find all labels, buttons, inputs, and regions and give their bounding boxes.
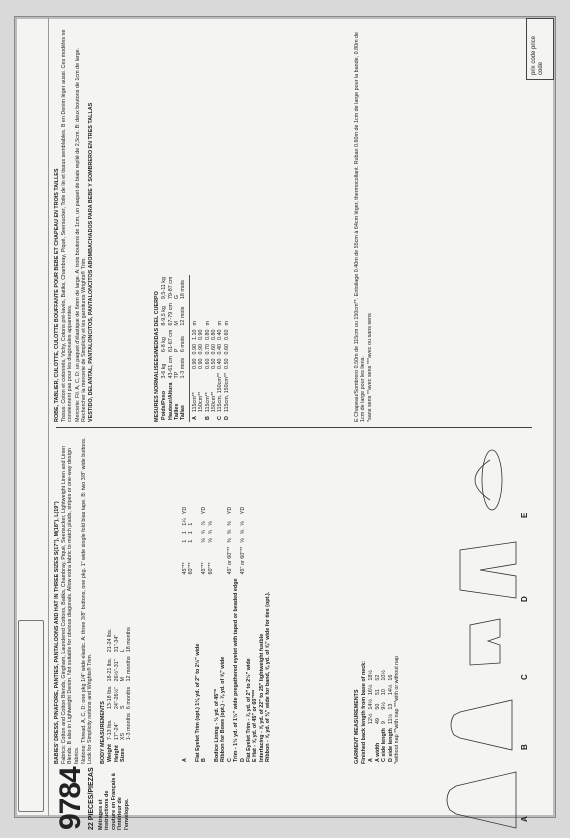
cell: 21-24 lbs. — [107, 628, 114, 653]
cell: 0.90 — [198, 329, 205, 340]
row-label: Weight — [107, 744, 114, 762]
cell — [208, 505, 214, 517]
hat-crown-drawing — [475, 460, 490, 500]
cell: 0.90 — [198, 343, 205, 355]
cell: 0.60 — [223, 343, 230, 355]
cell: ⅝ — [201, 538, 208, 543]
fabrics-en: Fabrics: Cotton and Cotton Blends, Gingham, Laundered Cottons, Batiks, Chambray, Piqué, Seersucker, Lightweight Linen and Linen Blends. B also in Lightweight Denim. Not suitable for obvious diagonals. Allow extra fabric to match plaids, stripes or one-way design fabrics. — [61, 445, 80, 764]
cell: 26½"-31" — [113, 659, 120, 682]
row-label: Ribbon - ⅝ yd. of ⅜" wide for band, ⅝ yd. of ⅝" wide for ties (opt.). — [265, 591, 272, 762]
row-label: Tailles — [174, 403, 181, 420]
yardage-row — [265, 505, 271, 764]
row-label: Hauteur/Altura — [167, 382, 174, 420]
french-instructions-note: Métrages et instructions de couture en Français à l'intérieur de l'enveloppe. — [98, 773, 130, 830]
tissus-fr: Tissus: Coton et cotonnés, Vichy, Cotons pré-lavés, Batiks, Chambray, Piqué, Seersucker, Toile de lin et tissus semblables. B en Denim léger aussi. Ces modèles ne conviennent pas pour les diagonales apparentes. — [61, 29, 74, 422]
notions-en: Notions: Thread. A, C, D: one pkg 1/4" wide elastic. A: three 3/8" buttons, one pkg. 1" wide single fold bias tape. B: two 3/8" wide buttons. Look for Simplicity notions and Wrights® Trim. — [80, 437, 94, 764]
cell: 0.40 — [217, 329, 224, 340]
pantaloons-drawing — [460, 542, 516, 598]
cell: 150cm** — [198, 391, 205, 413]
cell: 115cm** — [191, 392, 198, 413]
cell: 31"-34" — [113, 634, 120, 653]
cell: 1.10 — [191, 329, 198, 340]
cell: 13 — [387, 703, 394, 710]
cell: 17"-24" — [113, 722, 120, 741]
cell: 0.50 — [211, 358, 218, 369]
cell: m — [204, 320, 211, 326]
title-en: BABIES' DRESS, PINAFORE, PANTIES, PANTALOONS AND HAT IN THREE SIZES S(17"), M(18"), L(19") — [54, 501, 60, 764]
row-label: Tallas — [180, 405, 187, 420]
cell: 0.50 — [223, 358, 230, 369]
cell: 1 — [188, 539, 195, 543]
row-label: Interfacing - ⅝ yd. of 22" to 25" lightweight fusible — [258, 633, 265, 762]
cell: 24"-26½" — [113, 687, 120, 710]
cell: M — [174, 321, 181, 326]
garment-measurements — [354, 656, 401, 764]
cell: 18-21 lbs. — [107, 657, 114, 682]
cell: 79-87 cm — [167, 276, 174, 300]
footnote: *without nap **with nap ***with or without nap — [394, 655, 401, 764]
title-es: VESTIDO, DELANTAL, PANTALONCITOS, PANTALONCITOS ABOMBACHADOS PARA BEBE Y SOMBRERO EN TRES TALLAS — [88, 102, 95, 422]
cell: 1 — [182, 539, 188, 543]
cell: 50 — [374, 703, 381, 710]
body-meas-row — [107, 625, 113, 764]
garment-meas-title: GARMENT MEASUREMENTS — [354, 689, 360, 764]
cell: 45"** — [201, 562, 208, 575]
cell: XS — [120, 732, 127, 741]
body-meas-table — [107, 625, 133, 764]
price-code-label: prix code price code — [531, 35, 544, 75]
row-label — [126, 742, 132, 764]
cell: 18½ — [368, 670, 375, 681]
column-divider — [56, 427, 532, 428]
cell: 12 months — [126, 656, 133, 682]
metric-footer-text: E Chapeau/Sombrero 0.50m de 115cm ou 150cm**. Entoilage 0.40m de 55cm à 64cm léger, thermocollant. Ruban 0.60m de 1cm de large pour la bande, 0.80m de 1cm de large pour les liens. — [354, 31, 367, 422]
cell: 10½ — [381, 670, 388, 681]
cell: ¾ — [201, 529, 208, 535]
body-meas-row — [126, 625, 132, 764]
cell: 45" or 60"** — [226, 546, 233, 575]
metric-meas-row — [180, 275, 186, 422]
cell: m — [223, 320, 230, 326]
cell: 1 — [188, 522, 195, 526]
cell: 43-61 cm — [167, 356, 174, 379]
english-column — [54, 430, 534, 830]
cell: 7-13 lbs. — [107, 719, 114, 741]
cell: 8-9,5 kg — [161, 306, 168, 326]
metric-yardage-table — [192, 319, 230, 422]
body-measurements — [100, 625, 133, 764]
english-intro — [54, 434, 94, 764]
cell: 52 — [374, 674, 381, 681]
pinafore-drawing — [451, 700, 512, 750]
cell: 9 — [381, 721, 388, 725]
view-label: B — [520, 744, 529, 750]
cell: ⅝ — [239, 538, 246, 543]
mercerie-fr: Mercerie: Fil. A, C, D: un paquet d'élastique de 6mm de large. A: trois boutons de 1cm, un paquet de biais replié de 2,5cm. B: deux boutons de 1cm de large. Rechercher la mercerie de Simplicity et les garnitures Wrights® Trim. — [74, 47, 87, 422]
row-label: B — [204, 416, 211, 420]
metric-yardage-row — [224, 319, 230, 422]
cell: 0.60 — [211, 343, 218, 355]
dress-drawing — [447, 772, 516, 828]
cell: 3-6 kg — [161, 363, 168, 379]
row-label: Height — [113, 745, 120, 762]
cell: m — [191, 320, 198, 326]
row-label: Bodice Lining - ½ yd. of 45"* — [214, 689, 221, 762]
cell: 1-3 mois — [180, 357, 187, 379]
metric-rule — [189, 275, 190, 422]
cell: P — [174, 348, 181, 353]
metric-title: MESURES NORMALISEES/MEDIDAS DEL CUERPO — [154, 291, 160, 422]
brand-strip — [18, 620, 44, 812]
row-label: C — [226, 758, 233, 762]
cell: YD — [226, 506, 233, 515]
cell: TP — [174, 371, 181, 379]
cell: 51 — [374, 689, 381, 696]
hat-brim-drawing — [482, 450, 502, 510]
cell: 16 — [387, 674, 394, 681]
pattern-number: 9784 — [54, 767, 87, 830]
cell: 9,5-11 kg — [161, 277, 168, 300]
row-label: Sizes — [120, 748, 127, 762]
cell: ¾ — [207, 529, 214, 535]
cell: 115cm, 150cm** — [223, 372, 230, 413]
cell: 0.90 — [191, 343, 198, 355]
row-label: D — [223, 416, 230, 420]
view-illustrations — [440, 430, 536, 830]
cell: 14½ — [387, 684, 394, 696]
row-label: A — [368, 758, 375, 762]
row-label: A — [182, 758, 188, 762]
metric-meas-table — [161, 275, 187, 422]
cell: 1-3 months — [126, 713, 133, 741]
cell: L — [120, 649, 127, 653]
cell: 60"** — [207, 562, 214, 575]
row-label: C side length — [381, 728, 388, 762]
metric-meas-row — [161, 275, 167, 422]
cell: 61-67 cm — [167, 329, 174, 353]
cell: 0.90 — [198, 358, 205, 369]
metric-measurements — [154, 275, 230, 422]
cell: 1 — [182, 531, 188, 535]
cell: 6 months — [126, 686, 133, 710]
cell: 60"** — [188, 562, 195, 575]
cell: 11½ — [387, 714, 394, 725]
cell: 9½ — [381, 702, 388, 710]
yardage-table — [182, 505, 272, 764]
cell: 16½ — [368, 684, 375, 696]
cell: 115cm, 150cm** — [217, 372, 224, 413]
cell: 6-8 kg — [161, 337, 168, 353]
cell: 67-79 cm — [167, 303, 174, 326]
cell: 49 — [374, 718, 381, 725]
title-fr: ROBE, TABLIER, CULOTTE, CULOTTE BOUFFANTE POUR BEBE ET CHAPEAU EN TROIS TAILLES — [54, 168, 60, 422]
row-label: C — [217, 416, 224, 420]
view-label: C — [520, 674, 529, 680]
cell: YD — [239, 506, 246, 515]
line-art-svg — [440, 430, 536, 830]
cell: G — [174, 294, 181, 300]
cell: 0.40 — [217, 343, 224, 355]
cell: 0.70 — [204, 343, 211, 355]
cell: 13-18 lbs. — [107, 685, 114, 710]
row-label: Poids/Peso — [161, 390, 168, 420]
cell: 0.60 — [223, 329, 230, 340]
cell: ⅜ — [226, 529, 233, 535]
cell: ⅞ — [201, 521, 208, 526]
cell: 1 — [188, 531, 195, 535]
row-label: D side length — [387, 728, 394, 762]
body-meas-title: BODY MEASUREMENTS — [100, 701, 106, 764]
row-label: A width — [374, 742, 381, 762]
cell: m — [217, 320, 224, 326]
row-label: D — [239, 758, 246, 762]
pattern-info-sheet — [48, 16, 540, 834]
cell: 0.80 — [211, 329, 218, 340]
row-label: Flat Eyelet Trim - ⅞ yd. of 2" to 2½" wide — [246, 658, 253, 762]
cell: 0.90 — [191, 358, 198, 369]
cell: ⅜ — [226, 521, 233, 526]
row-label: E Hat - ⅝ yd. of 45" or 60"*** — [252, 689, 259, 762]
cell: 0.60 — [204, 358, 211, 369]
yardage-section — [182, 434, 272, 764]
cell: S — [120, 705, 127, 710]
cell: YD — [182, 506, 188, 515]
row-label: Trim - 1½ yd. of 1½" wide pregathered eyelet with taped or beaded edge — [233, 578, 240, 762]
cell: 12 mois — [180, 306, 187, 326]
cell: 18 months — [126, 627, 133, 653]
cell: ⅝ — [207, 538, 214, 543]
cell — [188, 505, 194, 517]
cell: 150cm** — [211, 391, 218, 413]
french-spanish-column — [54, 22, 534, 422]
row-label: A — [191, 416, 198, 420]
garment-meas-subtitle: Finished back length from base of neck: — [361, 660, 368, 764]
cell: 18 mois — [180, 280, 187, 300]
cell: ⅝ — [239, 521, 246, 526]
view-label: D — [520, 596, 529, 602]
row-label: B — [201, 758, 208, 762]
row-label: Ribbon for Bows (opt.) - ⅞ yd. of ⅝" wide — [220, 656, 227, 762]
cell: 45"** — [182, 562, 188, 575]
view-label: A — [520, 816, 529, 822]
cell: 45" or 60"** — [239, 546, 246, 575]
cell: ⅜ — [226, 538, 233, 543]
cell: ⅝ — [207, 521, 214, 526]
garment-meas-table — [368, 668, 394, 764]
cell: M — [120, 676, 127, 682]
cell: YD — [201, 506, 208, 515]
row-label: Flat Eyelet Trim (opt.) 1⅛ yd. of 2" to 2½" wide — [194, 643, 201, 762]
panties-drawing — [470, 619, 500, 665]
metric-footer — [354, 22, 375, 422]
cell: ⅝ — [239, 529, 246, 535]
cell: 0.80 — [204, 329, 211, 340]
cell: 12½ — [368, 713, 375, 725]
cell: 115cm** — [204, 392, 211, 413]
cell: 1¼ — [182, 518, 188, 526]
cell: 6 mois — [180, 336, 187, 353]
metric-legend: *sans sens **avec sens ***avec ou sans sens — [367, 313, 374, 422]
cell: 10 — [381, 689, 388, 696]
french-intro — [54, 22, 95, 422]
cell: 14½ — [368, 699, 375, 710]
pieces-count: 22 PIECES/PIEZAS — [88, 767, 95, 830]
view-label: E — [520, 512, 529, 518]
cell: 0.40 — [217, 358, 224, 369]
